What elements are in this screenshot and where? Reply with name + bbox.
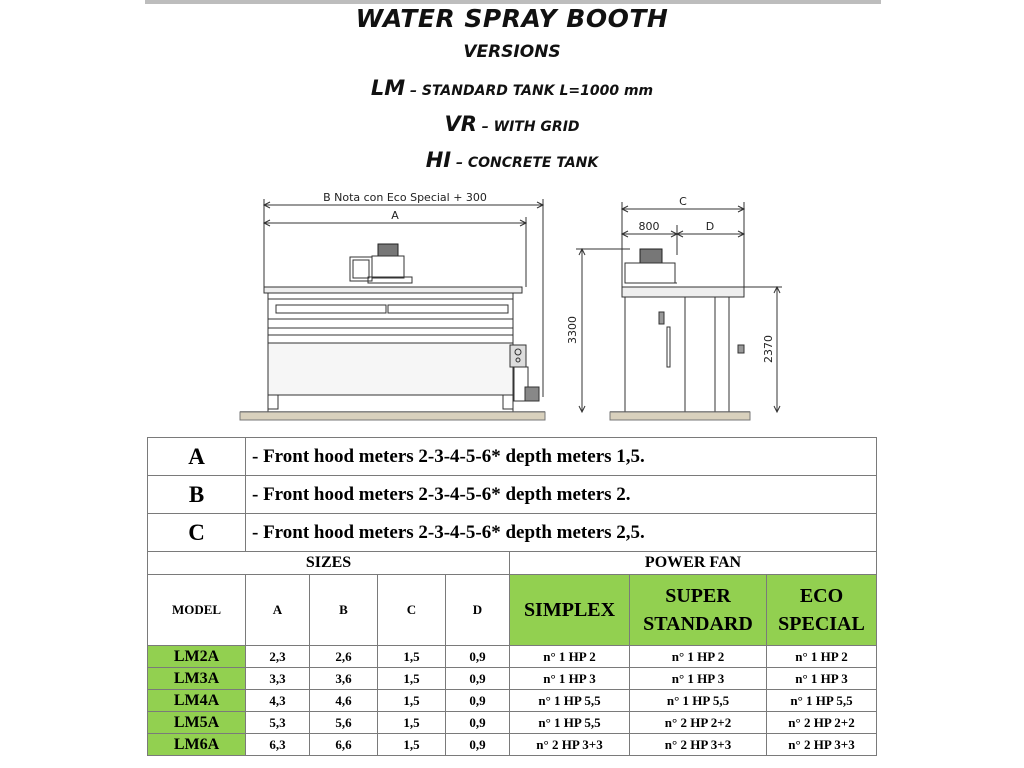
simplex-cell: n° 2 HP 3+3	[510, 734, 630, 756]
eco-special-cell: n° 1 HP 5,5	[767, 690, 877, 712]
simplex-cell: n° 1 HP 3	[510, 668, 630, 690]
title-block	[0, 4, 1024, 178]
size-c-cell: 1,5	[378, 712, 446, 734]
model-cell: LM6A	[148, 734, 246, 756]
super-standard-cell: n° 1 HP 5,5	[630, 690, 767, 712]
version-hi	[0, 142, 1024, 178]
fan-eco-special-header	[767, 575, 877, 646]
version-desc: STANDARD TANK L=1000 mm	[421, 83, 654, 99]
hood-row-a	[148, 438, 877, 476]
fan-label-line2: SPECIAL	[778, 613, 865, 635]
hood-description: - Front hood meters 2-3-4-5-6* depth meters 2.	[246, 476, 877, 514]
sizes-header: SIZES	[148, 552, 510, 575]
col-c-header: C	[378, 575, 446, 646]
simplex-cell: n° 1 HP 5,5	[510, 712, 630, 734]
eco-special-cell: n° 1 HP 2	[767, 646, 877, 668]
size-b-cell: 4,6	[310, 690, 378, 712]
fan-label-line2: STANDARD	[643, 613, 753, 635]
eco-special-cell: n° 1 HP 3	[767, 668, 877, 690]
version-code: VR	[444, 112, 477, 136]
size-c-cell: 1,5	[378, 690, 446, 712]
group-header-row	[148, 552, 877, 575]
version-sep: –	[451, 155, 468, 171]
col-a-header: A	[246, 575, 310, 646]
fan-label-line1: ECO	[799, 585, 844, 607]
size-c-cell: 1,5	[378, 646, 446, 668]
version-sep: –	[405, 83, 422, 99]
size-d-cell: 0,9	[446, 668, 510, 690]
booth-technical-drawing	[230, 187, 790, 432]
super-standard-cell: n° 1 HP 2	[630, 646, 767, 668]
size-c-cell: 1,5	[378, 734, 446, 756]
size-b-cell: 6,6	[310, 734, 378, 756]
fan-label-line1: SUPER	[665, 585, 731, 607]
page-title: WATER SPRAY BOOTH	[355, 4, 669, 33]
col-b-header: B	[310, 575, 378, 646]
model-cell: LM3A	[148, 668, 246, 690]
size-d-cell: 0,9	[446, 646, 510, 668]
model-cell: LM5A	[148, 712, 246, 734]
hood-row-c	[148, 514, 877, 552]
super-standard-cell: n° 1 HP 3	[630, 668, 767, 690]
super-standard-cell: n° 2 HP 3+3	[630, 734, 767, 756]
size-c-cell: 1,5	[378, 668, 446, 690]
eco-special-cell: n° 2 HP 3+3	[767, 734, 877, 756]
hood-letter: C	[148, 514, 246, 552]
hood-letter: A	[148, 438, 246, 476]
fan-simplex-header	[510, 575, 630, 646]
fan-label: SIMPLEX	[523, 599, 616, 621]
version-lm	[0, 70, 1024, 106]
power-fan-header: POWER FAN	[510, 552, 877, 575]
eco-special-cell: n° 2 HP 2+2	[767, 712, 877, 734]
model-cell: LM4A	[148, 690, 246, 712]
dim-a-label: A	[391, 209, 399, 222]
size-b-cell: 2,6	[310, 646, 378, 668]
size-a-cell: 2,3	[246, 646, 310, 668]
col-d-header: D	[446, 575, 510, 646]
hood-description: - Front hood meters 2-3-4-5-6* depth meters 1,5.	[246, 438, 877, 476]
dim-3300-label: 3300	[566, 316, 579, 344]
version-vr	[0, 106, 1024, 142]
version-code: LM	[370, 76, 406, 100]
version-desc: WITH GRID	[493, 119, 580, 135]
size-b-cell: 5,6	[310, 712, 378, 734]
size-d-cell: 0,9	[446, 712, 510, 734]
dim-800-label: 800	[638, 220, 660, 233]
dim-2370-label: 2370	[762, 335, 775, 363]
table-row	[148, 668, 877, 690]
size-a-cell: 6,3	[246, 734, 310, 756]
table-row	[148, 712, 877, 734]
versions-heading: VERSIONS	[463, 42, 561, 62]
size-d-cell: 0,9	[446, 734, 510, 756]
super-standard-cell: n° 2 HP 2+2	[630, 712, 767, 734]
dim-top-label: B Nota con Eco Special + 300	[323, 191, 487, 204]
column-header-row	[148, 575, 877, 646]
version-code: HI	[425, 148, 452, 172]
model-header: MODEL	[148, 575, 246, 646]
fan-super-standard-header	[630, 575, 767, 646]
version-desc: CONCRETE TANK	[467, 155, 599, 171]
dim-c-label: C	[679, 195, 687, 208]
model-cell: LM2A	[148, 646, 246, 668]
table-row	[148, 734, 877, 756]
spec-table	[147, 437, 877, 756]
size-a-cell: 4,3	[246, 690, 310, 712]
hood-letter: B	[148, 476, 246, 514]
size-a-cell: 5,3	[246, 712, 310, 734]
simplex-cell: n° 1 HP 2	[510, 646, 630, 668]
table-row	[148, 690, 877, 712]
hood-description: - Front hood meters 2-3-4-5-6* depth meters 2,5.	[246, 514, 877, 552]
size-b-cell: 3,6	[310, 668, 378, 690]
size-a-cell: 3,3	[246, 668, 310, 690]
version-sep: –	[476, 119, 494, 135]
dim-d-label: D	[705, 220, 715, 233]
hood-row-b	[148, 476, 877, 514]
size-d-cell: 0,9	[446, 690, 510, 712]
table-row	[148, 646, 877, 668]
simplex-cell: n° 1 HP 5,5	[510, 690, 630, 712]
